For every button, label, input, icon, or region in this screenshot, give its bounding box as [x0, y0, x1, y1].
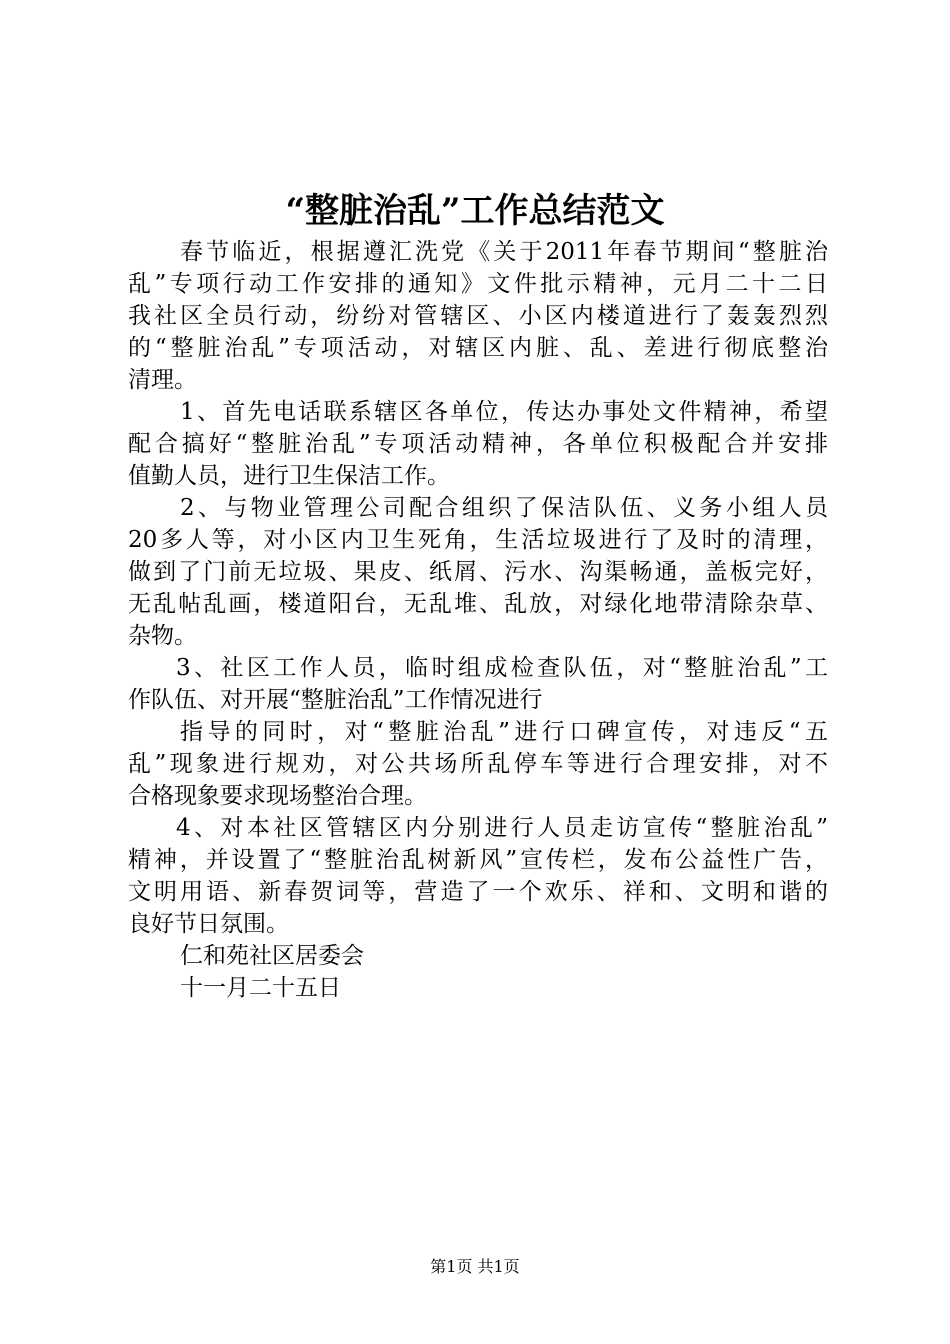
item-4-line-4: 良好节日氛围。 — [128, 911, 289, 937]
paragraph-1-line-5: 清理。 — [128, 367, 197, 393]
item-1-line-2: 配合搞好“整脏治乱”专项活动精神，各单位积极配合并安排 — [128, 431, 828, 457]
item-4-line-3: 文明用语、新春贺词等，营造了一个欢乐、祥和、文明和谐的 — [128, 879, 828, 905]
signature-date: 十一月二十五日 — [180, 975, 341, 1001]
item-2-line-3: 做到了门前无垃圾、果皮、纸屑、污水、沟渠畅通，盖板完好， — [128, 559, 828, 585]
item-3-line-4: 乱”现象进行规劝，对公共场所乱停车等进行合理安排，对不 — [128, 751, 828, 777]
item-3-line-2: 作队伍、对开展“整脏治乱”工作情况进行 — [128, 687, 543, 713]
paragraph-1-line-3: 我社区全员行动，纷纷对管辖区、小区内楼道进行了轰轰烈烈 — [128, 303, 828, 329]
item-2-line-5: 杂物。 — [128, 623, 197, 649]
item-2-line-1: 2、与物业管理公司配合组织了保洁队伍、义务小组人员 — [180, 495, 828, 521]
paragraph-1-line-4: 的“整脏治乱”专项活动，对辖区内脏、乱、差进行彻底整治 — [128, 335, 828, 361]
item-3-line-3: 指导的同时，对“整脏治乱”进行口碑宣传，对违反“五 — [180, 719, 828, 745]
item-1-line-1: 1、首先电话联系辖区各单位，传达办事处文件精神，希望 — [180, 399, 828, 425]
paragraph-1-line-1: 春节临近，根据遵汇洗党《关于2011年春节期间“整脏治 — [180, 239, 828, 265]
item-4-line-2: 精神，并设置了“整脏治乱树新风”宣传栏，发布公益性广告， — [128, 847, 828, 873]
page-number: 第1页 共1页 — [430, 1257, 520, 1276]
item-1-line-3: 值勤人员，进行卫生保洁工作。 — [128, 463, 450, 489]
item-3-line-1: 3、社区工作人员，临时组成检查队伍，对“整脏治乱”工 — [176, 655, 828, 681]
signature-organization: 仁和苑社区居委会 — [180, 943, 364, 969]
document-title: “整脏治乱”工作总结范文 — [285, 191, 665, 231]
item-2-line-4: 无乱帖乱画，楼道阳台，无乱堆、乱放，对绿化地带清除杂草、 — [128, 591, 828, 617]
item-2-line-2: 20多人等，对小区内卫生死角，生活垃圾进行了及时的清理， — [128, 527, 828, 553]
paragraph-1-line-2: 乱”专项行动工作安排的通知》文件批示精神，元月二十二日 — [128, 271, 828, 297]
item-4-line-1: 4、对本社区管辖区内分别进行人员走访宣传“整脏治乱” — [176, 815, 828, 841]
item-3-line-5: 合格现象要求现场整治合理。 — [128, 783, 427, 809]
